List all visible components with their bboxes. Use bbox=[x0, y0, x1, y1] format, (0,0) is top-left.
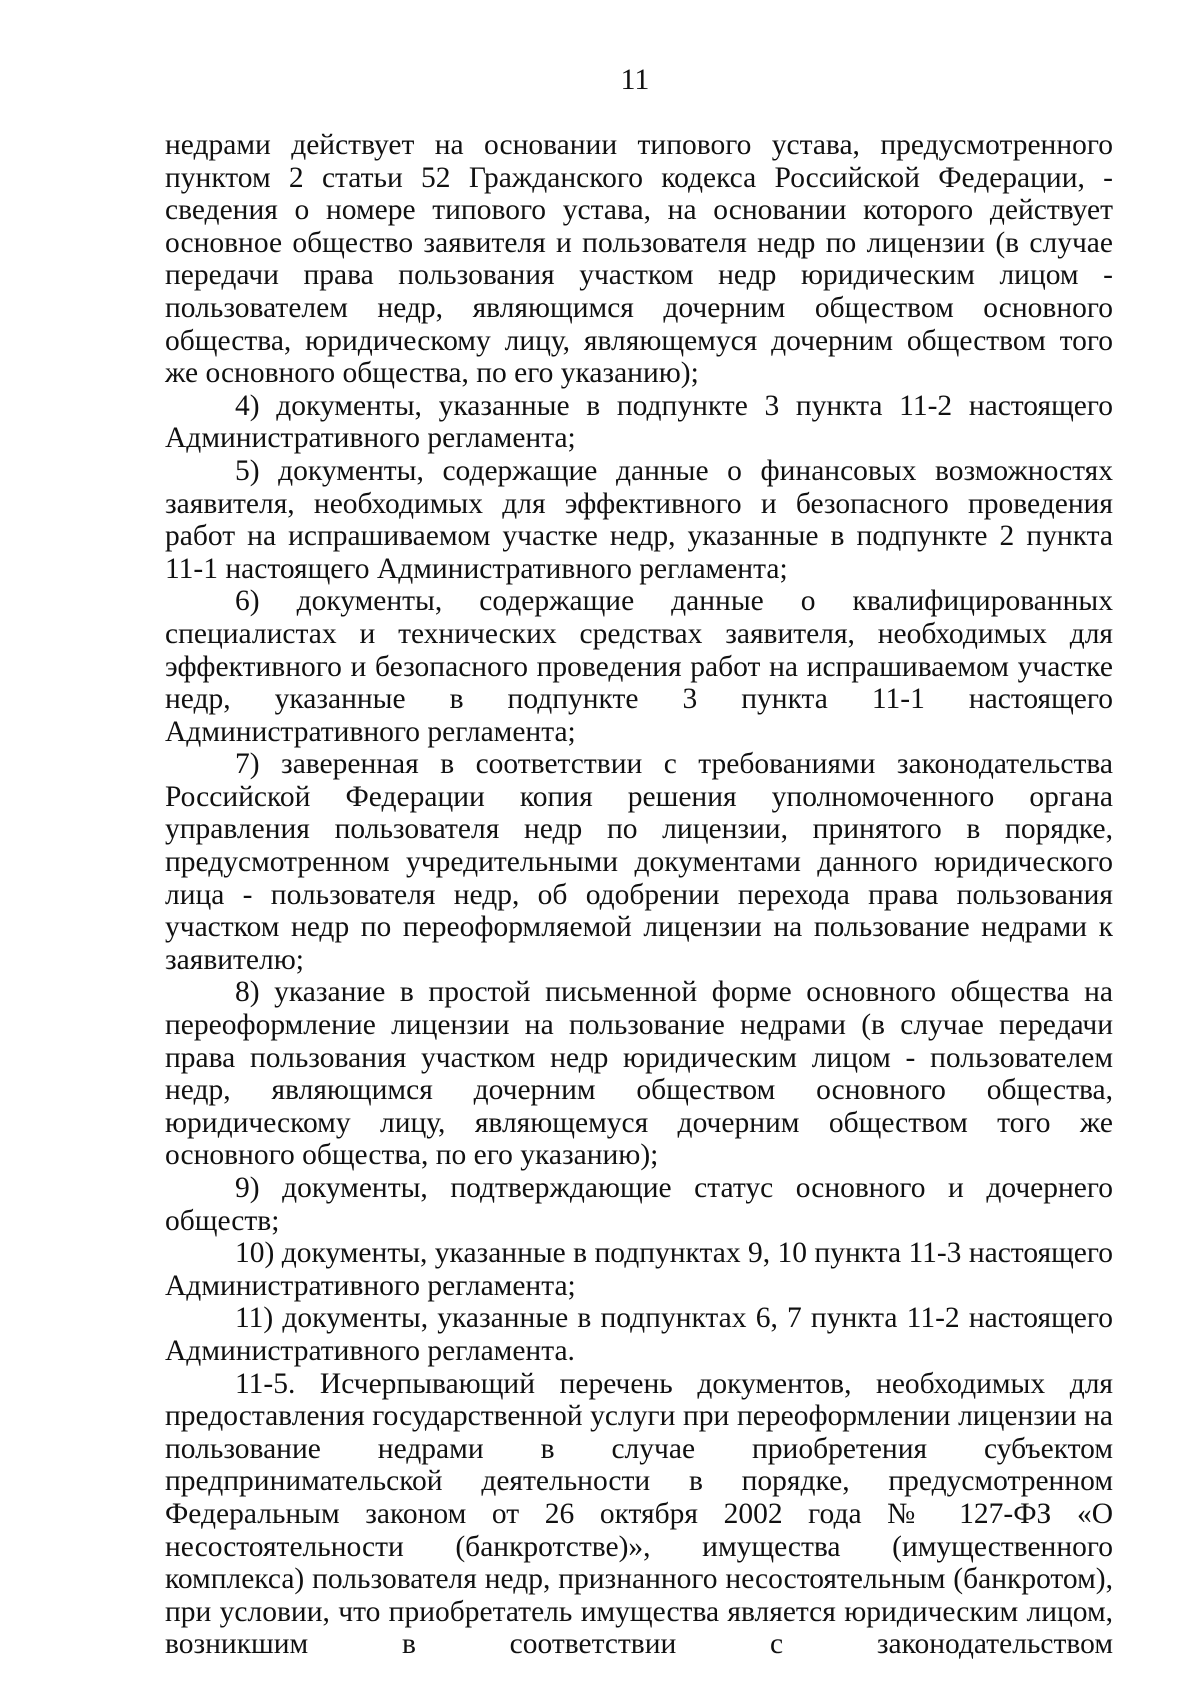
paragraph-item-4: 4) документы, указанные в подпункте 3 пункта 11-2 настоящего Административного регламента; bbox=[165, 389, 1113, 455]
page-number: 11 bbox=[620, 63, 650, 96]
paragraph-continuation: недрами действует на основании типового устава, предусмотренного пунктом 2 статьи 52 Гражданского кодекса Российской Федерации, - сведения о номере типового устава, на основании которого действует основное общество заявителя и пользователя недр по лицензии (в случае передачи права пользования участком недр юридическим лицом - пользователем недр, являющимся дочерним обществом основного общества, юридическому лицу, являющемуся дочерним обществом того же основного общества, по его указанию); bbox=[165, 129, 1113, 390]
paragraph-item-6: 6) документы, содержащие данные о квалифицированных специалистах и технических средствах заявителя, необходимых для эффективного и безопасного проведения работ на испрашиваемом участке недр, указанные в подпункте 3 пункта 11-1 настоящего Административного регламента; bbox=[165, 585, 1113, 748]
paragraph-item-9: 9) документы, подтверждающие статус основного и дочернего обществ; bbox=[165, 1172, 1113, 1237]
paragraph-item-8: 8) указание в простой письменной форме основного общества на переоформление лицензии на пользование недрами (в случае передачи права пользования участком недр юридическим лицом - пользователем недр, являющимся дочерним обществом основного общества, юридическому лицу, являющемуся дочерним обществом того же основного общества, по его указанию); bbox=[165, 976, 1113, 1172]
paragraph-item-7: 7) заверенная в соответствии с требованиями законодательства Российской Федерации копия решения уполномоченного органа управления пользователя недр по лицензии, принятого в порядке, предусмотренном учредительными документами данного юридического лица - пользователя недр, об одобрении перехода права пользования участком недр по переоформляемой лицензии на пользование недрами к заявителю; bbox=[165, 748, 1113, 976]
paragraph-item-11: 11) документы, указанные в подпунктах 6, 7 пункта 11-2 настоящего Административного регламента. bbox=[165, 1302, 1113, 1367]
paragraph-section-11-5: 11-5. Исчерпывающий перечень документов, необходимых для предоставления государственной услуги при переоформлении лицензии на пользование недрами в случае приобретения субъектом предпринимательской деятельности в порядке, предусмотренном Федеральным законом от 26 октября 2002 года № 127-ФЗ «О несостоятельности (банкротстве)», имущества (имущественного комплекса) пользователя недр, признанного несостоятельным (банкротом), при условии, что приобретатель имущества является юридическим лицом, возникшим в соответствии с законодательством bbox=[165, 1367, 1113, 1661]
paragraph-item-5: 5) документы, содержащие данные о финансовых возможностях заявителя, необходимых для эффективного и безопасного проведения работ на испрашиваемом участке недр, указанные в подпункте 2 пункта 11-1 настоящего Административного регламента; bbox=[165, 454, 1113, 585]
paragraph-item-10: 10) документы, указанные в подпунктах 9, 10 пункта 11-3 настоящего Административного регламента; bbox=[165, 1237, 1113, 1302]
document-body bbox=[165, 129, 1113, 1661]
